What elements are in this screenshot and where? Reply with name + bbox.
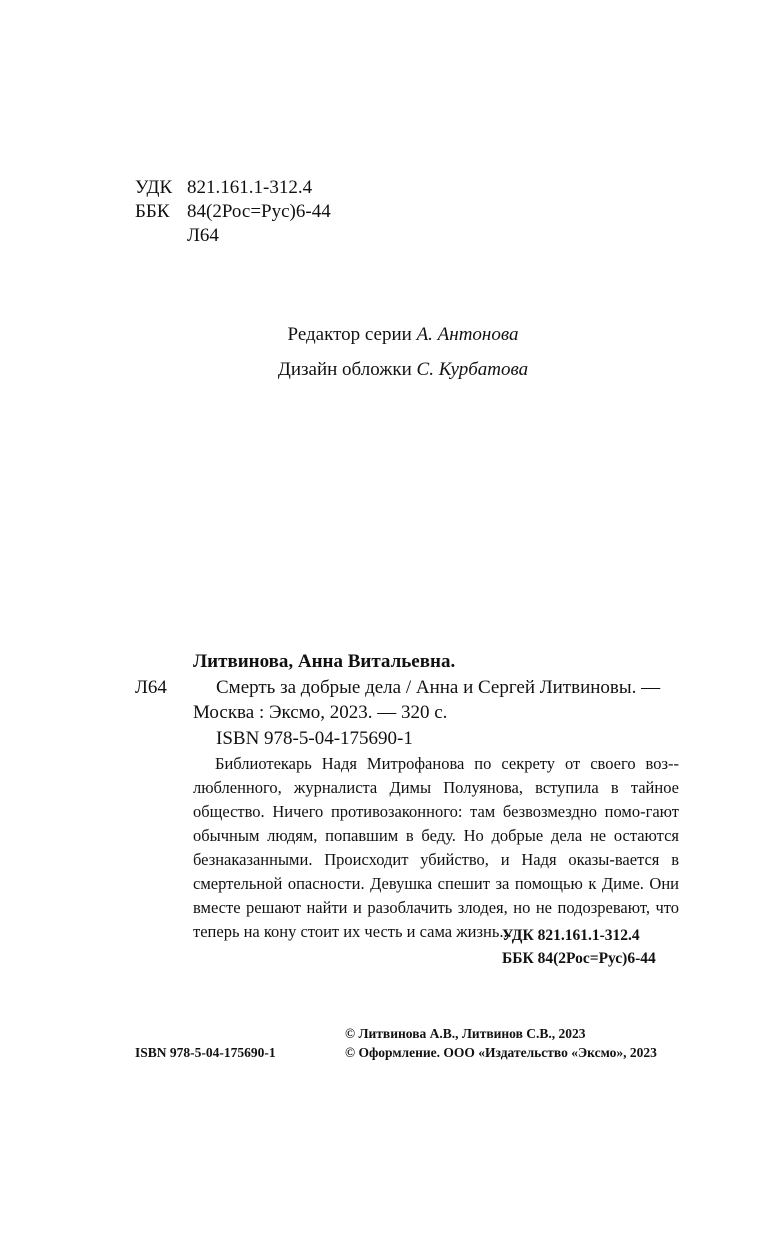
footer-isbn: ISBN 978-5-04-175690-1	[135, 1045, 276, 1060]
catalog-title-line-1: Смерть за добрые дела / Анна и Сергей Литвиновы. —	[216, 677, 661, 698]
bbk-label: ББК	[135, 201, 170, 222]
catalog-annotation: Библиотекарь Надя Митрофанова по секрету от своего воз-любленного, журналиста Димы Полуянова, вступила в тайное общество. Ничего противозаконного: там безвозмездно помо-гают обычным людям, попавшим в беду. Но добрые дела не остаются безнаказанными. Происходит убийство, и Надя оказы-вается в смертельной опасности. Девушка спешит за помощью к Диме. Они вместе решают найти и разоблачить злодея, но не подозревают, что теперь на кону стоит их честь и сама жизнь...	[193, 754, 679, 941]
catalog-bbk: ББК 84(2Рос=Рус)6-44	[502, 950, 656, 967]
udk-label: УДК	[135, 177, 173, 198]
catalog-author-heading: Литвинова, Анна Витальевна.	[193, 651, 456, 672]
author-mark-top: Л64	[187, 225, 219, 246]
cover-design-credit	[200, 358, 606, 382]
copyright-design: © Оформление. ООО «Издательство «Эксмо», 2023	[345, 1045, 657, 1060]
cover-design-name: С. Курбатова	[416, 359, 529, 380]
bbk-value: 84(2Рос=Рус)6-44	[187, 201, 331, 222]
copyright-authors: © Литвинова А.В., Литвинов С.В., 2023	[345, 1026, 586, 1041]
cover-design-role: Дизайн обложки	[277, 359, 412, 380]
series-editor-credit	[200, 323, 606, 347]
catalog-isbn: ISBN 978-5-04-175690-1	[216, 728, 413, 749]
udk-value: 821.161.1-312.4	[187, 177, 313, 198]
series-editor-name: А. Антонова	[416, 324, 519, 345]
catalog-udk: УДК 821.161.1-312.4	[502, 927, 640, 944]
catalog-title-line-2: Москва : Эксмо, 2023. — 320 с.	[193, 702, 448, 723]
top-classification	[135, 176, 395, 248]
catalog-author-mark: Л64	[135, 677, 167, 698]
series-editor-role: Редактор серии	[287, 324, 412, 345]
